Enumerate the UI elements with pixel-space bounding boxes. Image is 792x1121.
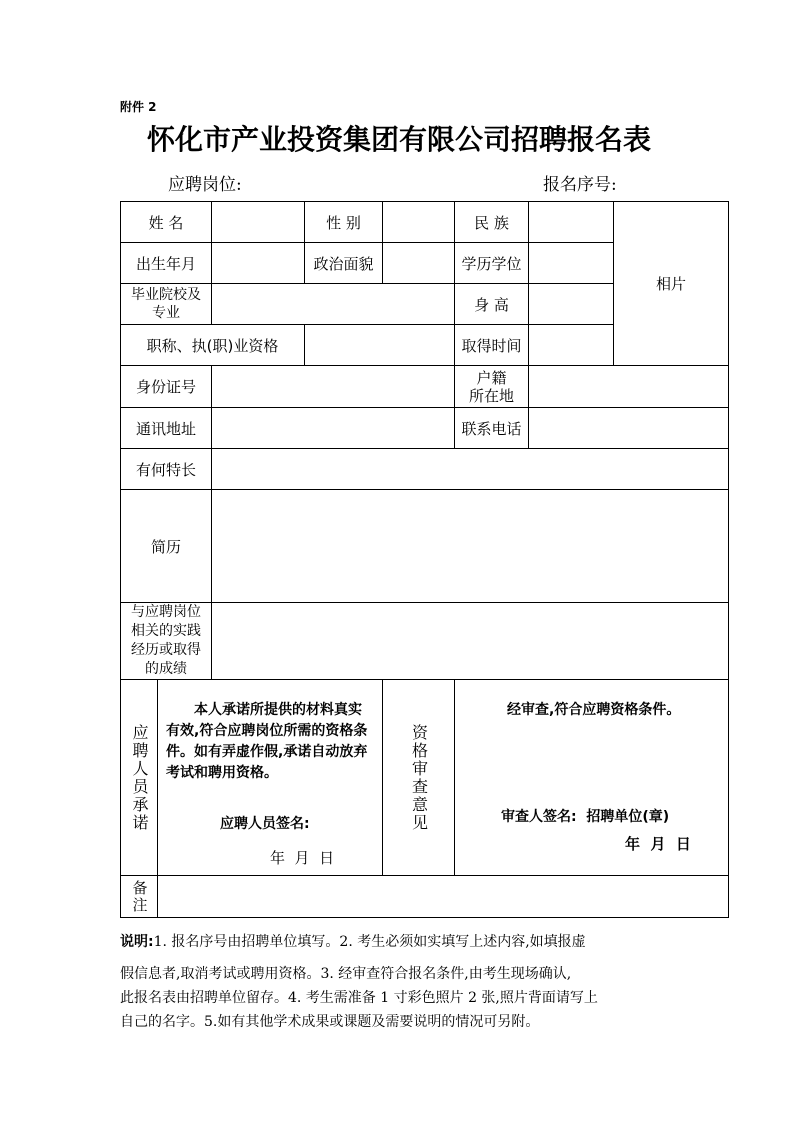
applicant-pledge-label: 应聘人员承诺 — [121, 680, 158, 876]
review-cell — [455, 680, 729, 876]
school-label: 毕业院校及 专业 — [121, 284, 212, 325]
notes-label: 说明: — [120, 934, 154, 950]
application-form-table — [120, 201, 729, 918]
height-label: 身 高 — [455, 284, 529, 325]
notes-line-1: 1. 报名序号由招聘单位填写。2. 考生必须如实填写上述内容,如填报虚 — [153, 934, 586, 950]
gender-label: 性 别 — [305, 202, 383, 243]
title-qualification-field[interactable] — [305, 325, 455, 366]
applicant-pledge-cell — [158, 680, 383, 876]
education-field[interactable] — [529, 243, 614, 284]
hukou-field[interactable] — [529, 366, 729, 408]
school-field[interactable] — [212, 284, 455, 325]
review-text: 经审查,符合应聘资格条件。 — [507, 702, 681, 718]
id-number-label: 身份证号 — [121, 366, 212, 408]
name-field[interactable] — [212, 202, 305, 243]
notes-line-3: 此报名表由招聘单位留存。4. 考生需准备 1 寸彩色照片 2 张,照片背面请写上 — [120, 990, 598, 1006]
resume-field[interactable] — [212, 490, 729, 603]
political-label: 政治面貌 — [305, 243, 383, 284]
id-number-field[interactable] — [212, 366, 455, 408]
obtain-time-field[interactable] — [529, 325, 614, 366]
remarks-label: 备注 — [121, 876, 158, 918]
notes-line-4: 自己的名字。5.如有其他学术成果或课题及需要说明的情况可另附。 — [120, 1014, 540, 1030]
pledge-text: 本人承诺所提供的材料真实有效,符合应聘岗位所需的资格条件。如有弄虚作假,承诺自动放弃考试和聘用资格。 — [166, 702, 368, 781]
photo-box[interactable] — [614, 202, 729, 366]
address-label: 通讯地址 — [121, 408, 212, 449]
form-title: 怀化市产业投资集团有限公司招聘报名表 — [146, 123, 651, 156]
applicant-date: 年 月 日 — [270, 849, 335, 867]
phone-label: 联系电话 — [455, 408, 529, 449]
gender-field[interactable] — [383, 202, 455, 243]
birth-label: 出生年月 — [121, 243, 212, 284]
ethnicity-label: 民 族 — [455, 202, 529, 243]
experience-label: 与应聘岗位 相关的实践 经历或取得 的成绩 — [121, 603, 212, 680]
hukou-label: 户籍 所在地 — [455, 366, 529, 408]
review-label: 资格审查意见 — [383, 680, 455, 876]
height-field[interactable] — [529, 284, 614, 325]
specialty-label: 有何特长 — [121, 449, 212, 490]
birth-field[interactable] — [212, 243, 305, 284]
experience-field[interactable] — [212, 603, 729, 680]
specialty-field[interactable] — [212, 449, 729, 490]
ethnicity-field[interactable] — [529, 202, 614, 243]
title-qualification-label: 职称、执(职)业资格 — [121, 325, 305, 366]
phone-field[interactable] — [529, 408, 729, 449]
applicant-signature-label: 应聘人员签名: — [220, 816, 310, 832]
resume-label: 简历 — [121, 490, 212, 603]
position-label: 应聘岗位: — [168, 175, 242, 195]
obtain-time-label: 取得时间 — [455, 325, 529, 366]
serial-label: 报名序号: — [543, 175, 617, 195]
education-label: 学历学位 — [455, 243, 529, 284]
address-field[interactable] — [212, 408, 455, 449]
notes-section — [120, 930, 680, 1034]
review-date: 年 月 日 — [625, 835, 691, 853]
reviewer-signature-label: 审查人签名: 招聘单位(章) — [501, 809, 670, 825]
photo-label: 相片 — [655, 275, 686, 293]
attachment-label: 附件 2 — [120, 100, 157, 114]
remarks-field[interactable] — [158, 876, 729, 918]
notes-line-2: 假信息者,取消考试或聘用资格。3. 经审查符合报名条件,由考生现场确认, — [120, 966, 572, 982]
political-field[interactable] — [383, 243, 455, 284]
name-label: 姓 名 — [121, 202, 212, 243]
